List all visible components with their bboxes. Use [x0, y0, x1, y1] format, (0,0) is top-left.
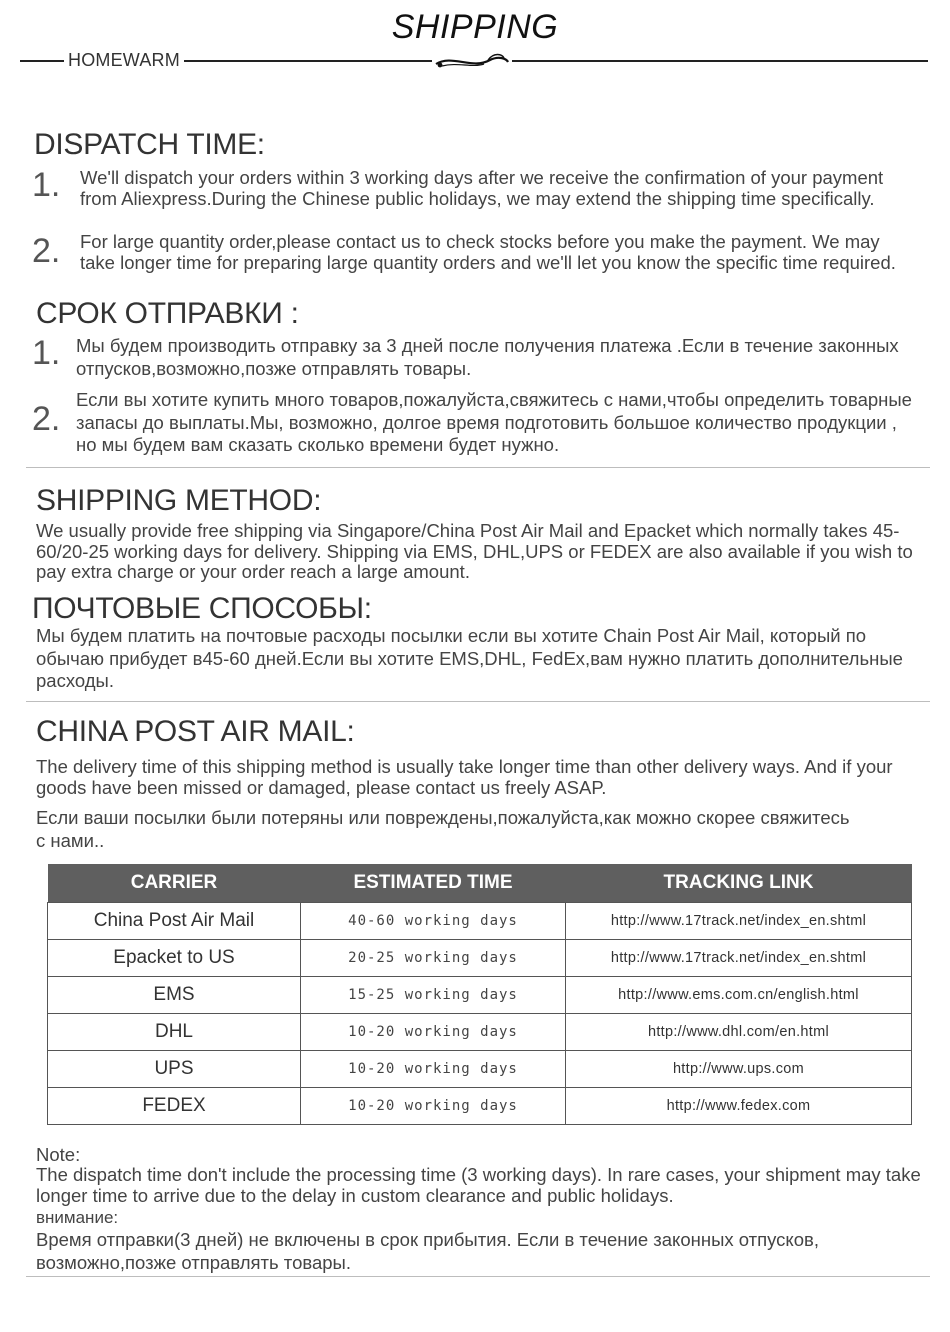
time-cell: 15-25 working days	[301, 977, 566, 1014]
table-header-row	[48, 864, 912, 903]
method-ru-heading: ПОЧТОВЫЕ СПОСОБЫ:	[32, 592, 372, 625]
dispatch-ru-item-text: Мы будем производить отправку за 3 дней после получения платежа .Если в течение законных отпусков,возможно,позже отправлять товары.	[76, 335, 899, 379]
time-cell: 10-20 working days	[301, 1014, 566, 1051]
item-number: 2.	[32, 400, 61, 438]
dispatch-ru-heading: СРОК ОТПРАВКИ :	[36, 297, 299, 330]
section-divider	[26, 1276, 930, 1277]
time-cell: 10-20 working days	[301, 1088, 566, 1125]
tracking-link[interactable]: http://www.17track.net/index_en.shtml	[566, 940, 912, 977]
shipping-table	[47, 864, 912, 1125]
carrier-cell: Epacket to US	[48, 940, 301, 977]
tracking-link[interactable]: http://www.fedex.com	[566, 1088, 912, 1125]
item-number: 2.	[32, 232, 61, 270]
carrier-cell: DHL	[48, 1014, 301, 1051]
carrier-cell: EMS	[48, 977, 301, 1014]
table-row	[48, 1051, 912, 1088]
column-header-carrier: CARRIER	[48, 864, 301, 903]
table-row	[48, 1014, 912, 1051]
table-row	[48, 977, 912, 1014]
note-text: The dispatch time don't include the processing time (3 working days). In rare cases, your shipment may take longer time to arrive due to the delay in custom clearance and public holidays.	[36, 1164, 921, 1206]
item-number: 1.	[32, 334, 61, 372]
dispatch-ru-item-text: Если вы хотите купить много товаров,пожалуйста,свяжитесь с нами,чтобы определить товарные запасы до выплаты.Мы, возможно, долгое время подготовить большое количество продукции , но мы будем вам сказать сколько времени будет нужно.	[76, 389, 912, 455]
note-ru-text: Время отправки(3 дней) не включены в срок прибытия. Если в течение законных отпусков, возможно,позже отправлять товары.	[36, 1229, 819, 1273]
section-divider	[26, 467, 930, 468]
brand-name: HOMEWARM	[64, 50, 184, 71]
dispatch-item-text: We'll dispatch your orders within 3 working days after we receive the confirmation of your payment from Aliexpress.During the Chinese public holidays, we may extend the shipping time specifically.	[80, 167, 884, 209]
tracking-link[interactable]: http://www.17track.net/index_en.shtml	[566, 903, 912, 940]
table-row	[48, 903, 912, 940]
carrier-cell: China Post Air Mail	[48, 903, 301, 940]
method-text: We usually provide free shipping via Singapore/China Post Air Mail and Epacket which normally takes 45-60/20-25 working days for delivery. Shipping via EMS, DHL,UPS or FEDEX are also available if you wish to pay extra charge or your order reach a large amount.	[36, 520, 913, 582]
dispatch-heading: DISPATCH TIME:	[34, 128, 265, 161]
item-number: 1.	[32, 166, 61, 204]
tracking-link[interactable]: http://www.ups.com	[566, 1051, 912, 1088]
table-row	[48, 1088, 912, 1125]
airmail-heading: CHINA POST AIR MAIL:	[36, 715, 355, 748]
page-title: SHIPPING	[391, 8, 559, 46]
note-label: Note:	[36, 1144, 81, 1165]
column-header-link: TRACKING LINK	[566, 864, 912, 903]
carrier-cell: FEDEX	[48, 1088, 301, 1125]
flourish-ornament	[432, 50, 512, 72]
time-cell: 20-25 working days	[301, 940, 566, 977]
column-header-time: ESTIMATED TIME	[301, 864, 566, 903]
section-divider	[26, 701, 930, 702]
time-cell: 10-20 working days	[301, 1051, 566, 1088]
note-ru-label: внимание:	[36, 1208, 119, 1227]
method-heading: SHIPPING METHOD:	[36, 484, 322, 517]
table-row	[48, 940, 912, 977]
tracking-link[interactable]: http://www.ems.com.cn/english.html	[566, 977, 912, 1014]
dispatch-item-text: For large quantity order,please contact us to check stocks before you make the payment. We may take longer time for preparing large quantity orders and we'll let you know the specific time required.	[80, 231, 896, 273]
carrier-cell: UPS	[48, 1051, 301, 1088]
airmail-text: The delivery time of this shipping method is usually take longer time than other delivery ways. And if your goods have been missed or damaged, please contact us freely ASAP.	[36, 756, 893, 798]
time-cell: 40-60 working days	[301, 903, 566, 940]
method-ru-text: Мы будем платить на почтовые расходы посылки если вы хотите Chain Post Air Mail, который по обычаю прибудет в45-60 дней.Если вы хотите EMS,DHL, FedEx,вам нужно платить дополнительные расходы.	[36, 625, 903, 691]
tracking-link[interactable]: http://www.dhl.com/en.html	[566, 1014, 912, 1051]
airmail-ru-text: Если ваши посылки были потеряны или повреждены,пожалуйста,как можно скорее свяжитесь с нами..	[36, 807, 850, 851]
